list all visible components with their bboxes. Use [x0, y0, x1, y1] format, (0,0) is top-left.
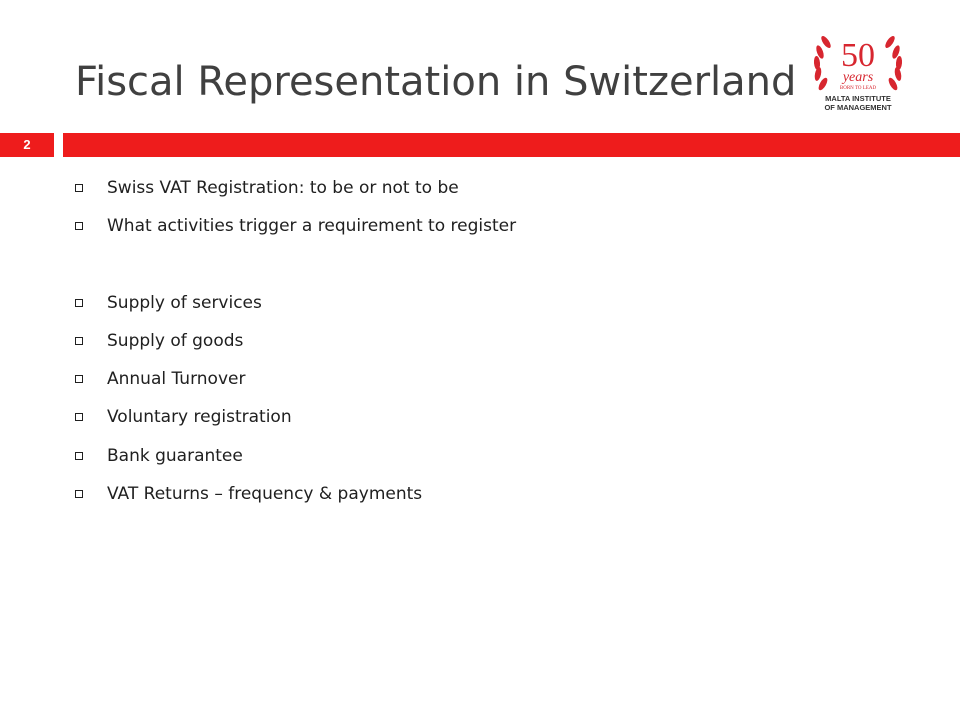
bullet-text: VAT Returns – frequency & payments [107, 484, 423, 504]
bullet-text: Voluntary registration [107, 407, 292, 427]
bullet-text: Swiss VAT Registration: to be or not to be [107, 178, 459, 198]
square-bullet-icon [75, 413, 83, 421]
malta-institute-of-management-logo [808, 26, 908, 116]
bullet-text: Supply of goods [107, 331, 244, 351]
bullet-text: Bank guarantee [107, 446, 243, 466]
square-bullet-icon [75, 375, 83, 383]
title-divider-bar [63, 133, 960, 157]
square-bullet-icon [75, 299, 83, 307]
svg-text:50: 50 [841, 37, 875, 74]
square-bullet-icon [75, 452, 83, 460]
square-bullet-icon [75, 184, 83, 192]
square-bullet-icon [75, 490, 83, 498]
bullet-text: Supply of services [107, 293, 262, 313]
svg-text:OF MANAGEMENT: OF MANAGEMENT [824, 103, 892, 112]
slide-title: Fiscal Representation in Switzerland [75, 59, 797, 105]
square-bullet-icon [75, 337, 83, 345]
svg-text:MALTA INSTITUTE: MALTA INSTITUTE [825, 94, 891, 103]
svg-text:years: years [842, 70, 874, 85]
bullet-text: What activities trigger a requirement to register [107, 216, 517, 236]
page-number: 2 [0, 133, 54, 157]
bullet-text: Annual Turnover [107, 369, 246, 389]
square-bullet-icon [75, 222, 83, 230]
svg-text:BORN TO LEAD: BORN TO LEAD [839, 86, 877, 91]
